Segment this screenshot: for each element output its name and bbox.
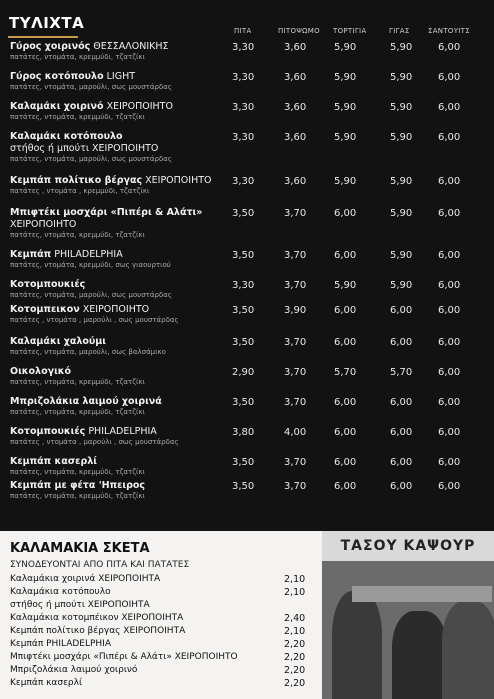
skewer-item-label: Καλαμάκια χοιρινά ΧΕΙΡΟΠΟΙΗΤΑ (10, 574, 161, 584)
skewer-item-label: Μπριζολάκια λαιμού χοιρινό (10, 665, 138, 675)
menu-item-name-bold: Μπιφτέκι μοσχάρι «Πιπέρι & Αλάτι» (10, 207, 203, 218)
photo-figure-left (332, 591, 382, 699)
menu-item-description: πατάτες, ντομάτα, μαρούλι, σως μουστάρδας (10, 155, 172, 163)
menu-item-price: 6,00 (334, 250, 357, 261)
menu-item-name-bold: Γύρος χοιρινός (10, 41, 91, 52)
menu-item-price: 3,70 (284, 280, 307, 291)
menu-item-price: 5,90 (334, 102, 357, 113)
photo-figure-right (442, 601, 494, 699)
menu-item-name-bold: Οικολογικό (10, 366, 72, 377)
menu-item-name-bold: Κοτομπεικον (10, 304, 80, 315)
menu-item-description: πατάτες, ντομάτα, κρεμμύδι, τζατζίκι (10, 468, 145, 476)
menu-item-description: πατάτες, ντομάτα, μαρούλι, σως μουστάρδας (10, 83, 172, 91)
column-header-pitopsomo: ΠΙΤΟΨΩΜΟ (278, 27, 320, 35)
menu-item-description: πατάτες , ντομάτα , μαρούλι , σως μουστάρδας (10, 316, 179, 324)
menu-item-price: 6,00 (334, 481, 357, 492)
menu-item-description: πατάτες, ντομάτα, κρεμμύδι, τζατζίκι (10, 492, 145, 500)
menu-item-price: 5,90 (334, 42, 357, 53)
menu-item-price: 3,30 (232, 42, 255, 53)
menu-item-price: 6,00 (438, 367, 461, 378)
title-underline (8, 36, 78, 38)
menu-item-price: 3,30 (232, 176, 255, 187)
column-header-pita: ΠΙΤΑ (234, 27, 252, 35)
column-header-gigas: ΓΙΓΑΣ (389, 27, 410, 35)
skewer-item-label: Κεμπάπ κασερλί (10, 678, 83, 688)
menu-item-name-line2: στήθος ή μπούτι ΧΕΙΡΟΠΟΙΗΤΟ (10, 143, 159, 154)
menu-item-price: 6,00 (438, 305, 461, 316)
menu-item-price: 5,70 (390, 367, 413, 378)
menu-item-price: 3,30 (232, 132, 255, 143)
menu-item-price: 6,00 (390, 427, 413, 438)
menu-item-price: 3,80 (232, 427, 255, 438)
menu-item-price: 6,00 (438, 280, 461, 291)
menu-item-price: 6,00 (438, 250, 461, 261)
skewers-title: ΚΑΛΑΜΑΚΙΑ ΣΚΕΤΑ (10, 541, 150, 556)
menu-item-price: 6,00 (334, 427, 357, 438)
menu-item-name-rest: ΧΕΙΡΟΠΟΙΗΤΟ (103, 101, 173, 112)
menu-item-price: 6,00 (438, 397, 461, 408)
menu-item-name-bold: Γύρος κοτόπουλο (10, 71, 104, 82)
menu-item-description: πατάτες, ντομάτα, κρεμμύδι, τζατζίκι (10, 378, 145, 386)
menu-item-price: 3,60 (284, 176, 307, 187)
skewer-item-price: 2,20 (284, 678, 306, 689)
menu-item-price: 6,00 (390, 337, 413, 348)
menu-item-price: 3,50 (232, 208, 255, 219)
menu-item-description: πατάτες , ντομάτα , μαρούλι , σως μουστάρδας (10, 438, 179, 446)
menu-item-price: 6,00 (438, 42, 461, 53)
skewer-item-label: Καλαμάκια κοτόπουλο (10, 587, 111, 597)
skewer-item-label: Κεμπάπ πολίτικο βέργας ΧΕΙΡΟΠΟΙΗΤΑ (10, 626, 186, 636)
menu-item-name-bold: Κοτομπουκιές (10, 279, 86, 290)
menu-item-price: 6,00 (390, 397, 413, 408)
menu-item-description: πατάτες, ντομάτα, μαρούλι, σως βαλσάμικο (10, 348, 166, 356)
menu-item-price: 5,90 (390, 132, 413, 143)
menu-item-name-bold: Κεμπάπ με φέτα 'Ηπειρος (10, 480, 146, 491)
menu-item-name-bold: Κεμπάπ πολίτικο βέργας (10, 175, 143, 186)
column-header-sandwich: ΣΑΝΤΟΥΙΤΣ (428, 27, 470, 35)
menu-item-description: πατάτες, ντομάτα, κρεμμύδι, τζατζίκι (10, 408, 145, 416)
menu-item-price: 6,00 (334, 208, 357, 219)
menu-item-price: 3,60 (284, 42, 307, 53)
menu-item-name-rest: PHILADELPHIA (51, 249, 123, 260)
menu-item-price: 3,30 (232, 72, 255, 83)
menu-item-price: 3,60 (284, 102, 307, 113)
skewer-item-price: 2,40 (284, 613, 306, 624)
menu-item-name-bold: Μπριζολάκια λαιμού χοιρινά (10, 396, 162, 407)
menu-item-name-bold: Κοτομπουκιές (10, 426, 86, 437)
menu-item-price: 3,70 (284, 208, 307, 219)
menu-item-price: 6,00 (438, 457, 461, 468)
menu-item-price: 6,00 (334, 457, 357, 468)
menu-item-price: 6,00 (438, 72, 461, 83)
menu-item-price: 5,90 (334, 280, 357, 291)
photo-shelf (352, 586, 492, 602)
menu-item-price: 6,00 (438, 132, 461, 143)
menu-item-price: 3,70 (284, 337, 307, 348)
menu-item-price: 6,00 (334, 305, 357, 316)
menu-item-price: 3,50 (232, 305, 255, 316)
menu-item-description: πατάτες, ντομάτα, κρεμμύδι, τζατζίκι (10, 231, 145, 239)
menu-item-name-bold: Κεμπάπ κασερλί (10, 456, 97, 467)
photo-figure-center (392, 611, 447, 699)
menu-item-price: 6,00 (334, 337, 357, 348)
menu-item-price: 3,70 (284, 250, 307, 261)
skewer-item-price: 2,20 (284, 639, 306, 650)
menu-item-price: 3,70 (284, 367, 307, 378)
skewer-item-price: 2,20 (284, 665, 306, 676)
photo-shop-sign: ΤΑΣΟΥ ΚΑΨΟΥΡ (322, 531, 494, 561)
menu-item-description: πατάτες , ντομάτα , κρεμμύδι, τζατζίκι (10, 187, 150, 195)
menu-item-price: 6,00 (334, 397, 357, 408)
menu-item-price: 6,00 (438, 176, 461, 187)
menu-item-price: 3,50 (232, 397, 255, 408)
menu-item-price: 3,50 (232, 250, 255, 261)
menu-item-price: 3,90 (284, 305, 307, 316)
column-header-tortilla: ΤΟΡΤΙΓΙΑ (333, 27, 367, 35)
menu-item-price: 3,70 (284, 397, 307, 408)
menu-item-price: 3,50 (232, 337, 255, 348)
menu-item-description: πατάτες, ντομάτα, μαρούλι, σως μουστάρδας (10, 291, 172, 299)
section-title: ΤΥΛΙΧΤΑ (9, 14, 85, 32)
menu-item-price: 3,70 (284, 457, 307, 468)
menu-item-name-bold: Κεμπάπ (10, 249, 52, 260)
menu-item-price: 5,90 (390, 72, 413, 83)
menu-item-price: 3,50 (232, 481, 255, 492)
skewer-item-label: Μπιφτέκι μοσχάρι «Πιπέρι & Αλάτι» ΧΕΙΡΟΠΟΙΗΤΟ (10, 652, 238, 662)
menu-item-price: 5,90 (334, 132, 357, 143)
skewer-item-price: 2,10 (284, 574, 306, 585)
menu-item-price: 5,90 (390, 250, 413, 261)
menu-item-price: 6,00 (438, 481, 461, 492)
skewer-item-price: 2,20 (284, 652, 306, 663)
menu-item-name-rest: ΘΕΣΣΑΛΟΝΙΚΗΣ (90, 41, 169, 52)
menu-item-name-bold: Καλαμάκι κοτόπουλο (10, 131, 123, 142)
menu-item-name-bold: Καλαμάκι χαλούμι (10, 336, 107, 347)
menu-item-price: 2,90 (232, 367, 255, 378)
menu-item-name-rest: ΧΕΙΡΟΠΟΙΗΤΟ (79, 304, 150, 315)
skewer-item-label: Κεμπάπ PHILADELPHIA (10, 639, 111, 649)
menu-item-price: 5,90 (390, 102, 413, 113)
menu-item-name-rest: ΧΕΙΡΟΠΟΙΗΤΟ (142, 175, 212, 186)
menu-item-name-rest: PHILADELPHIA (85, 426, 157, 437)
menu-item-price: 3,60 (284, 132, 307, 143)
menu-item-price: 3,50 (232, 457, 255, 468)
menu-item-price: 4,00 (284, 427, 307, 438)
menu-item-name-line2: ΧΕΙΡΟΠΟΙΗΤΟ (10, 219, 77, 230)
menu-item-price: 5,90 (334, 176, 357, 187)
menu-item-price: 5,90 (390, 208, 413, 219)
skewers-subtitle: ΣΥΝΟΔΕΥΟΝΤΑΙ ΑΠΟ ΠΙΤΑ ΚΑΙ ΠΑΤΑΤΕΣ (10, 560, 190, 570)
menu-item-price: 6,00 (390, 481, 413, 492)
menu-item-description: πατάτες, ντομάτα, κρεμμύδι, τζατζίκι (10, 53, 145, 61)
vintage-photo (322, 531, 494, 699)
menu-item-price: 3,60 (284, 72, 307, 83)
menu-item-description: πατάτες, ντομάτα, κρεμμύδι, σως γιαουρτιού (10, 261, 171, 269)
menu-item-price: 6,00 (390, 305, 413, 316)
menu-item-name-bold: Καλαμάκι χοιρινό (10, 101, 104, 112)
menu-item-price: 6,00 (438, 337, 461, 348)
menu-item-price: 5,90 (390, 280, 413, 291)
menu-item-price: 6,00 (438, 208, 461, 219)
menu-item-price: 5,90 (334, 72, 357, 83)
menu-item-price: 6,00 (390, 457, 413, 468)
menu-item-price: 3,70 (284, 481, 307, 492)
menu-item-price: 6,00 (438, 427, 461, 438)
skewer-item-label: Καλαμάκια κοτομπέικον ΧΕΙΡΟΠΟΙΗΤΑ (10, 613, 184, 623)
skewers-section (0, 531, 494, 699)
skewer-item-price: 2,10 (284, 587, 306, 598)
menu-item-price: 5,70 (334, 367, 357, 378)
menu-item-price: 3,30 (232, 280, 255, 291)
menu-item-name-rest: LIGHT (103, 71, 136, 82)
menu-item-description: πατάτες, ντομάτα, κρεμμύδι, τζατζίκι (10, 113, 145, 121)
skewer-item-label: στήθος ή μπούτι ΧΕΙΡΟΠΟΙΗΤΑ (10, 600, 150, 610)
menu-item-price: 3,30 (232, 102, 255, 113)
menu-item-price: 5,90 (390, 176, 413, 187)
skewer-item-price: 2,10 (284, 626, 306, 637)
menu-item-price: 6,00 (438, 102, 461, 113)
menu-item-price: 5,90 (390, 42, 413, 53)
